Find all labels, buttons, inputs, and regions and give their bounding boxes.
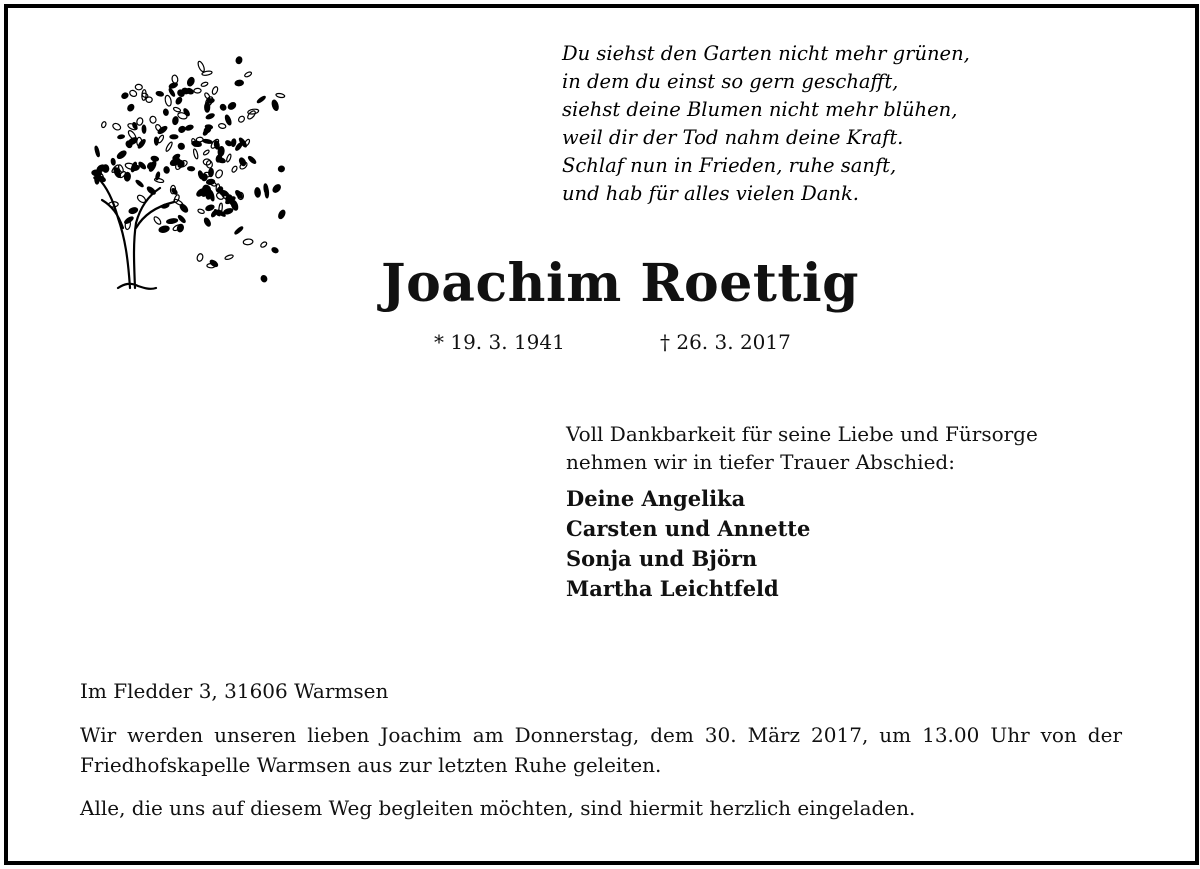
leaf-mark bbox=[247, 108, 259, 114]
leaf-mark bbox=[219, 103, 227, 111]
leaf-mark bbox=[101, 121, 107, 128]
leaf-mark bbox=[135, 179, 144, 187]
leaf-mark bbox=[121, 92, 129, 100]
leaf-mark bbox=[179, 203, 189, 213]
address: Im Fledder 3, 31606 Warmsen bbox=[80, 679, 389, 703]
leaf-mark bbox=[112, 122, 122, 131]
leaf-mark bbox=[224, 114, 232, 125]
leaf-mark bbox=[117, 134, 124, 139]
leaf-mark bbox=[224, 254, 233, 260]
leaf-mark bbox=[164, 95, 172, 107]
leaf-mark bbox=[247, 155, 256, 164]
leaf-mark bbox=[201, 81, 209, 87]
leaf-mark bbox=[161, 203, 169, 208]
leaf-mark bbox=[148, 160, 157, 172]
leaf-mark bbox=[146, 186, 156, 196]
leaf-mark bbox=[235, 80, 244, 86]
leaf-mark bbox=[164, 166, 170, 173]
leaf-mark bbox=[203, 126, 211, 133]
poem-line: siehst deine Blumen nicht mehr blühen, bbox=[562, 98, 958, 121]
memorial-poem bbox=[562, 40, 1162, 208]
death-date: † 26. 3. 2017 bbox=[660, 330, 791, 354]
leaf-mark bbox=[153, 216, 162, 226]
thanks-text bbox=[566, 420, 1038, 476]
leaf-mark bbox=[218, 123, 226, 129]
leaf-mark bbox=[124, 216, 134, 225]
leaf-mark bbox=[172, 116, 179, 125]
leaf-mark bbox=[135, 84, 142, 90]
leaf-mark bbox=[173, 194, 180, 203]
leaf-mark bbox=[231, 165, 238, 173]
thanks-line: nehmen wir in tiefer Trauer Abschied: bbox=[566, 450, 955, 474]
leaf-mark bbox=[158, 225, 169, 233]
invitation-text: Alle, die uns auf diesem Weg begleiten möchten, sind hiermit herzlich eingeladen. bbox=[80, 796, 916, 820]
deceased-name: Joachim Roettig bbox=[381, 253, 859, 314]
funeral-notice: Wir werden unseren lieben Joachim am Donnerstag, dem 30. März 2017, um 13.00 Uhr von der Friedhofskapelle Warmsen aus zur letzten Ruhe geleiten. bbox=[80, 723, 1122, 777]
windblown-tree-icon bbox=[78, 38, 288, 306]
leaf-mark bbox=[194, 88, 201, 93]
leaf-mark bbox=[226, 154, 232, 163]
leaf-mark bbox=[111, 158, 116, 165]
leaf-mark bbox=[205, 204, 215, 211]
mourner-name: Martha Leichtfeld bbox=[566, 576, 779, 601]
leaf-mark bbox=[277, 209, 286, 219]
leaf-mark bbox=[203, 149, 210, 156]
leaf-mark bbox=[142, 125, 146, 133]
mourner-name: Deine Angelika bbox=[566, 486, 746, 511]
leaf-mark bbox=[165, 141, 173, 152]
leaf-mark bbox=[186, 76, 195, 86]
leaf-mark bbox=[276, 93, 285, 98]
leaf-mark bbox=[177, 142, 185, 150]
mourner-name: Carsten und Annette bbox=[566, 516, 811, 541]
poem-line: in dem du einst so gern geschafft, bbox=[562, 70, 899, 93]
leaf-mark bbox=[255, 187, 261, 197]
leaf-mark bbox=[124, 172, 131, 181]
poem-line: Schlaf nun in Frieden, ruhe sanft, bbox=[562, 154, 897, 177]
leaf-mark bbox=[185, 124, 194, 131]
leaf-mark bbox=[271, 247, 279, 254]
leaf-mark bbox=[203, 217, 211, 227]
leaf-mark bbox=[235, 56, 242, 64]
leaf-mark bbox=[272, 183, 282, 193]
leaf-mark bbox=[178, 125, 187, 133]
birth-date: * 19. 3. 1941 bbox=[434, 330, 565, 354]
leaf-mark bbox=[278, 165, 285, 172]
leaf-mark bbox=[136, 117, 144, 126]
mourners-list bbox=[566, 484, 810, 604]
leaf-mark bbox=[163, 109, 169, 116]
leaf-mark bbox=[205, 113, 214, 120]
leaf-mark bbox=[128, 207, 138, 215]
leaf-mark bbox=[197, 208, 205, 214]
leaf-mark bbox=[234, 226, 244, 235]
leaf-mark bbox=[156, 91, 164, 97]
leaf-mark bbox=[244, 71, 252, 78]
leaf-mark bbox=[260, 241, 268, 248]
leaf-mark bbox=[231, 139, 236, 147]
leaf-mark bbox=[137, 139, 146, 150]
leaf-mark bbox=[227, 101, 237, 110]
leaf-mark bbox=[237, 115, 245, 123]
leaf-mark bbox=[243, 239, 253, 246]
leaf-mark bbox=[214, 169, 223, 179]
leaf-mark bbox=[127, 103, 136, 112]
leaf-mark bbox=[263, 184, 268, 195]
poem-line: und hab für alles vielen Dank. bbox=[562, 182, 859, 205]
poem-line: Du siehst den Garten nicht mehr grünen, bbox=[562, 42, 970, 65]
leaf-mark bbox=[129, 89, 138, 97]
leaf-mark bbox=[116, 150, 127, 160]
leaf-mark bbox=[234, 190, 243, 200]
leaf-mark bbox=[94, 176, 103, 180]
leaf-mark bbox=[94, 146, 100, 157]
leaf-mark bbox=[257, 95, 267, 103]
mourner-name: Sonja und Björn bbox=[566, 546, 758, 571]
leaf-mark bbox=[211, 86, 218, 95]
poem-line: weil dir der Tod nahm deine Kraft. bbox=[562, 126, 904, 149]
leaf-mark bbox=[127, 129, 137, 140]
leaf-mark bbox=[173, 107, 181, 113]
leaf-mark bbox=[244, 139, 251, 147]
leaf-mark bbox=[154, 137, 158, 145]
leaf-mark bbox=[175, 96, 183, 105]
leaf-mark bbox=[193, 149, 199, 160]
leaf-mark bbox=[170, 135, 178, 139]
leaf-mark bbox=[271, 99, 279, 111]
leaf-mark bbox=[166, 218, 178, 224]
leaf-mark bbox=[187, 166, 194, 171]
leaf-mark bbox=[142, 90, 147, 101]
leaf-mark bbox=[202, 139, 212, 144]
leaf-mark bbox=[177, 215, 186, 224]
leaf-mark bbox=[197, 61, 206, 73]
leaf-mark bbox=[157, 125, 168, 135]
leaf-mark bbox=[260, 275, 268, 283]
leaf-mark bbox=[211, 210, 218, 218]
leaf-mark bbox=[196, 253, 203, 262]
leaf-mark bbox=[149, 116, 156, 124]
leaf-mark bbox=[146, 97, 152, 103]
leaf-mark bbox=[136, 194, 147, 204]
leaf-mark bbox=[196, 137, 203, 142]
thanks-line: Voll Dankbarkeit für seine Liebe und Fürsorge bbox=[566, 422, 1038, 446]
